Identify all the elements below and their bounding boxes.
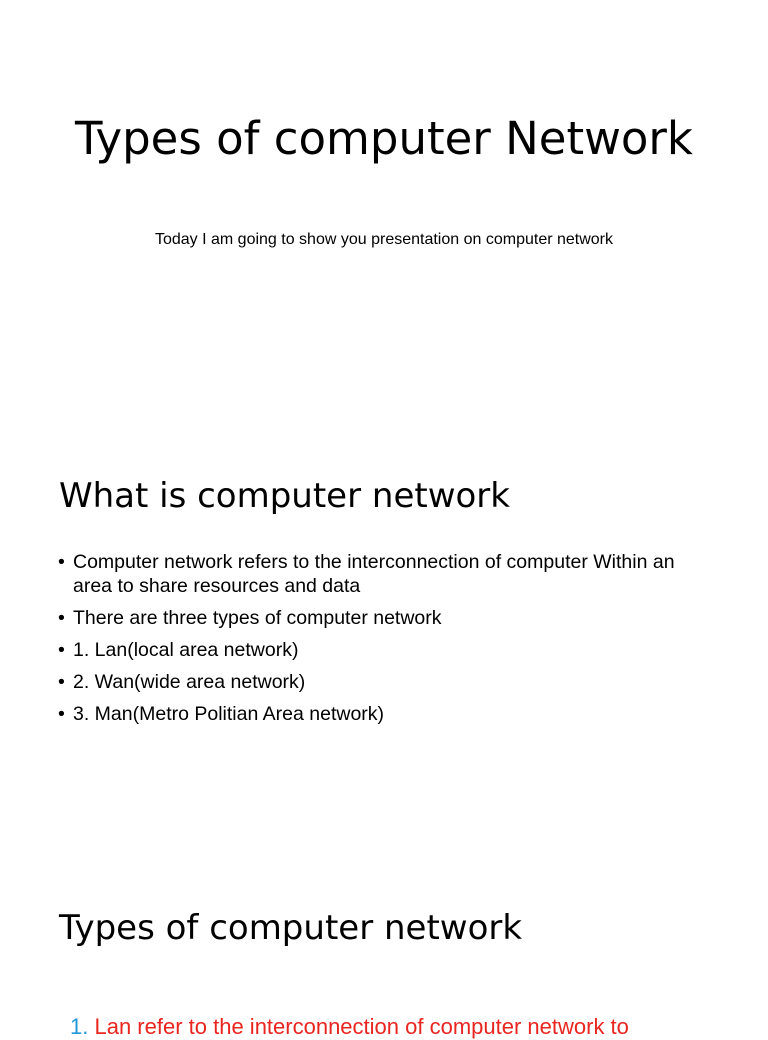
line-text: Lan refer to the interconnection of computer network to [94, 1014, 629, 1039]
bullet-dot-icon: • [58, 551, 65, 573]
bullet-text: 2. Wan(wide area network) [73, 671, 306, 693]
bullet-item [58, 550, 708, 598]
slide-heading: What is computer network [59, 476, 510, 516]
slide-title-heading: Types of computer Network [74, 112, 693, 165]
bullet-item [58, 670, 708, 694]
bullet-item [58, 606, 708, 630]
bullet-dot-icon: • [58, 703, 65, 725]
slide-subtitle: Today I am going to show you presentation on computer network [154, 231, 614, 248]
bullet-dot-icon: • [58, 671, 65, 693]
slide-heading: Types of computer network [59, 908, 523, 948]
slide-what-is-network [0, 434, 768, 868]
bullet-text: Computer network refers to the interconnection of computer Within an area to share resources and data [73, 551, 675, 597]
bullet-text: There are three types of computer network [73, 607, 442, 629]
partial-numbered-line [70, 1014, 629, 1040]
slide-title [0, 0, 768, 434]
slide-types-of-network [0, 868, 768, 1039]
bullet-item [58, 638, 708, 662]
bullet-dot-icon: • [58, 639, 65, 661]
bullet-list [58, 550, 708, 734]
line-number: 1. [70, 1014, 89, 1039]
bullet-dot-icon: • [58, 607, 65, 629]
bullet-item [58, 702, 708, 726]
bullet-text: 3. Man(Metro Politian Area network) [73, 703, 385, 725]
bullet-text: 1. Lan(local area network) [73, 639, 299, 661]
